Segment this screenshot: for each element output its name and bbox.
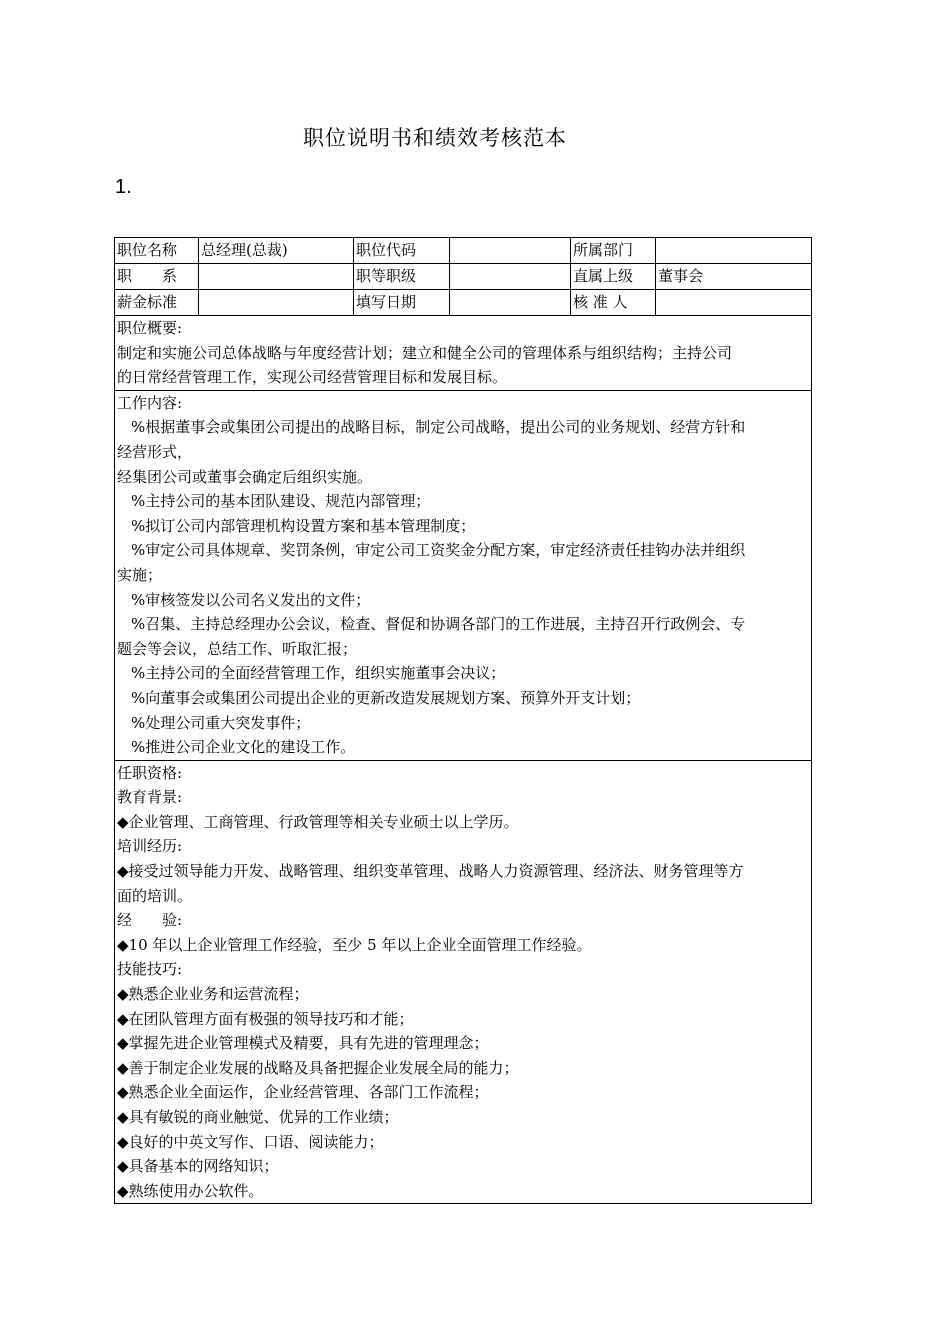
value-supervisor: 董事会	[656, 264, 812, 290]
value-approver	[656, 290, 812, 316]
overview-line: 制定和实施公司总体战略与年度经营计划；建立和健全公司的管理体系与组织结构；主持公司	[117, 343, 733, 362]
qualification-row	[115, 760, 812, 1204]
qualification-item: ◆掌握先进企业管理模式及精要，具有先进的管理理念；	[117, 1034, 489, 1053]
qualification-item: ◆在团队管理方面有极强的领导技巧和才能；	[117, 1009, 414, 1028]
label-department: 所属部门	[571, 238, 656, 264]
qualification-item: ◆具有敏锐的商业触觉、优异的工作业绩；	[117, 1108, 399, 1126]
label-job-family: 职 系	[115, 264, 199, 290]
value-department	[656, 238, 812, 264]
header-row-3	[115, 290, 812, 316]
value-position-code	[450, 238, 571, 264]
value-position-name: 总经理(总裁)	[199, 238, 354, 264]
work-item: %召集、主持总经理办公会议，检查、督促和协调各部门的工作进展，主持召开行政例会、专	[131, 615, 746, 634]
header-row-2	[115, 264, 812, 290]
label-position-name: 职位名称	[115, 238, 199, 264]
qualification-item: ◆接受过领导能力开发、战略管理、组织变革管理、战略人力资源管理、经济法、财务管理等方	[117, 862, 744, 881]
qualification-item: ◆10 年以上企业管理工作经验，至少 5 年以上企业全面管理工作经验。	[117, 935, 592, 954]
qualification-item: 技能技巧:	[117, 960, 183, 979]
header-row-1	[115, 238, 812, 264]
work-item: %主持公司的基本团队建设、规范内部管理；	[131, 492, 431, 511]
work-item: 经集团公司或董事会确定后组织实施。	[117, 467, 373, 486]
value-job-family	[199, 264, 354, 290]
job-description-table	[114, 237, 812, 1204]
work-row	[115, 390, 812, 760]
label-supervisor: 直属上级	[571, 264, 656, 290]
qualification-item: ◆企业管理、工商管理、行政管理等相关专业硕士以上学历。	[117, 812, 519, 831]
qualification-item: 培训经历:	[117, 837, 183, 856]
work-item: %审定公司具体规章、奖罚条例，审定公司工资奖金分配方案，审定经济责任挂钩办法并组织	[131, 541, 746, 560]
value-grade	[450, 264, 571, 290]
qualification-item: ◆熟练使用办公软件。	[117, 1181, 264, 1200]
work-item: %处理公司重大突发事件；	[131, 713, 311, 732]
qualification-item: ◆具备基本的网络知识；	[117, 1157, 279, 1176]
label-position-code: 职位代码	[354, 238, 450, 264]
label-grade: 职等职级	[354, 264, 450, 290]
qualification-item: ◆善于制定企业发展的战略及具备把握企业发展全局的能力；	[117, 1058, 519, 1077]
overview-heading: 职位概要:	[117, 319, 183, 337]
value-salary	[199, 290, 354, 316]
work-item: %向董事会或集团公司提出企业的更新改造发展规划方案、预算外开支计划；	[131, 688, 641, 707]
work-section	[115, 390, 812, 760]
qualification-item: 面的培训。	[117, 886, 193, 905]
work-item: %拟订公司内部管理机构设置方案和基本管理制度；	[131, 516, 476, 535]
work-item: %根据董事会或集团公司提出的战略目标，制定公司战略，提出公司的业务规划、经营方针和	[131, 418, 746, 437]
work-item: %主持公司的全面经营管理工作，组织实施董事会决议；	[131, 664, 506, 683]
overview-line: 的日常经营管理工作，实现公司经营管理目标和发展目标。	[117, 368, 508, 387]
work-item: %推进公司企业文化的建设工作。	[131, 738, 356, 757]
document-title: 职位说明书和绩效考核范本	[303, 126, 567, 150]
work-item: 经营形式，	[117, 442, 193, 461]
qualification-section	[115, 760, 812, 1204]
qualification-item: 教育背景:	[117, 788, 183, 807]
overview-section	[115, 316, 812, 391]
label-approver: 核 准 人	[571, 290, 656, 316]
overview-row	[115, 316, 812, 391]
work-item: 题会等会议，总结工作、听取汇报；	[117, 639, 358, 658]
qualification-item: 经 验:	[117, 911, 183, 930]
label-salary: 薪金标准	[115, 290, 199, 316]
work-item: 实施；	[117, 565, 163, 584]
qualification-item: 任职资格:	[117, 763, 183, 782]
qualification-lines	[117, 761, 809, 1204]
work-heading: 工作内容:	[117, 393, 183, 412]
label-fill-date: 填写日期	[354, 290, 450, 316]
qualification-item: ◆良好的中英文写作、口语、阅读能力；	[117, 1132, 384, 1151]
qualification-item: ◆熟悉企业业务和运营流程；	[117, 985, 309, 1004]
section-number: 1.	[115, 176, 132, 198]
work-item: %审核签发以公司名义发出的文件；	[131, 590, 371, 609]
qualification-item: ◆熟悉企业全面运作，企业经营管理、各部门工作流程；	[117, 1083, 489, 1102]
work-lines	[117, 415, 809, 759]
value-fill-date	[450, 290, 571, 316]
